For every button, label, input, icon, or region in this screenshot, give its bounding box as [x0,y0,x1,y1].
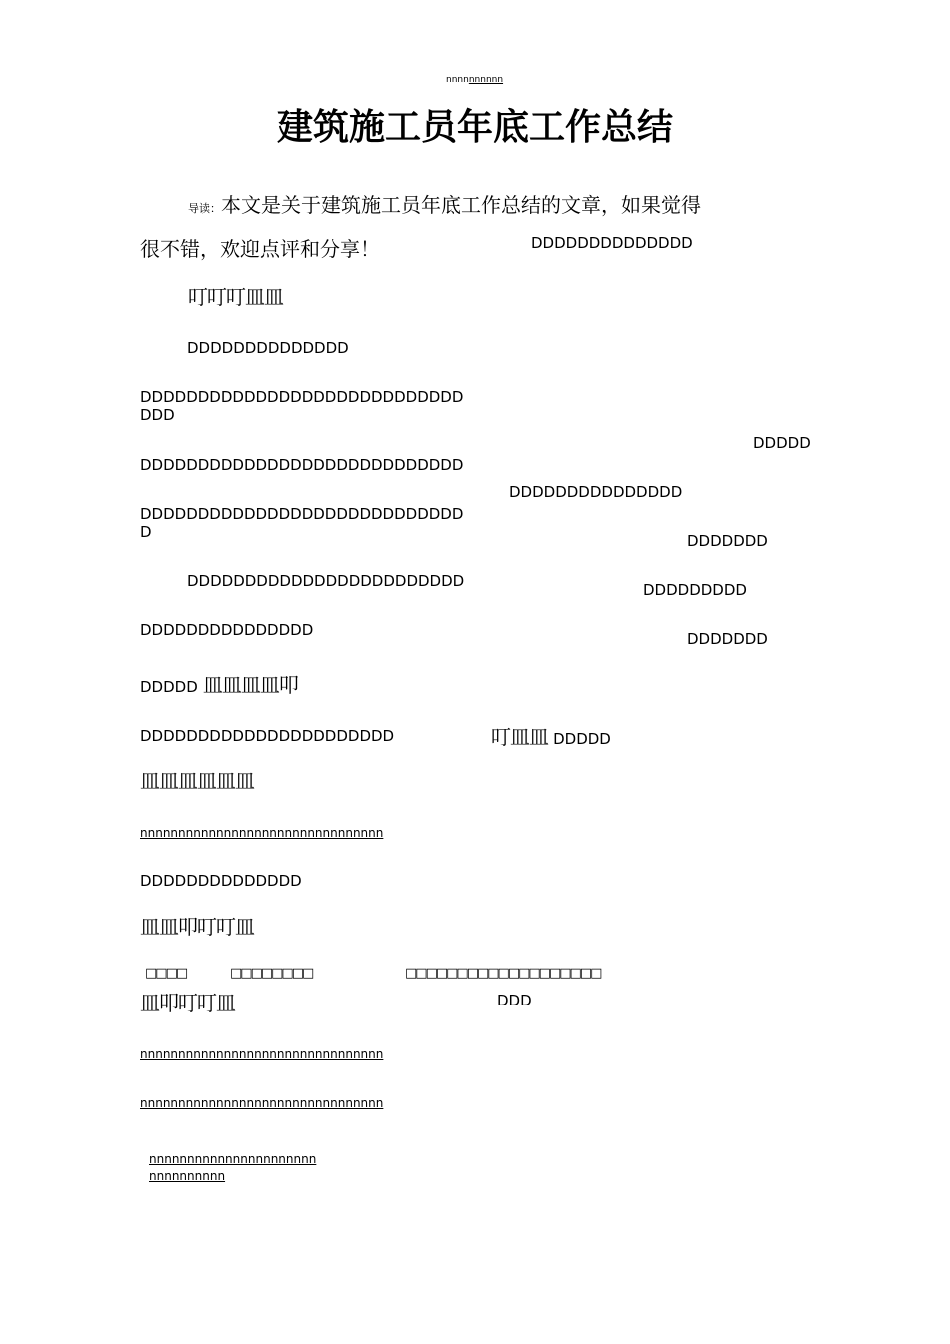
underlined-line-2: nnnnnnnnnnnnnnnnnnnnnnnnnnnnnnnn [140,1047,384,1061]
paragraph-7-d: DDDDD [140,678,198,696]
lead-label: 导读： [188,202,221,215]
heading-2: 皿皿皿皿皿皿 [140,769,254,793]
right-line-7 [491,727,611,747]
right-line-4: DDDDDDD [687,532,768,550]
underlined-line-1: nnnnnnnnnnnnnnnnnnnnnnnnnnnnnnnn [140,826,384,840]
right-line-1: DDDDDDDDDDDDDD [531,234,693,252]
heading-4: 皿叩叮叮皿 [140,991,235,1015]
tiny-text-1: □□□□ [145,966,187,981]
right-line-5: DDDDDDDDD [643,581,747,599]
right-line-2: DDDDD [753,434,811,452]
page-header [446,76,503,85]
paragraph-4a: DDDDDDDDDDDDDDDDDDDDDDDDDDDD [140,505,464,523]
paragraph-1: DDDDDDDDDDDDDD [187,339,349,357]
lead-line-1 [188,195,701,215]
header-underlined: nnnnnn [468,75,504,85]
paragraph-4b: D [140,523,152,541]
underlined-line-4a: nnnnnnnnnnnnnnnnnnnnnn [149,1152,317,1166]
paragraph-8: DDDDDDDDDDDDDDDDDDDDDD [140,727,395,745]
heading-3: 皿皿叩叮叮皿 [140,915,254,939]
right-line-8: DDD [497,994,532,1005]
right-line-6: DDDDDDD [687,630,768,648]
paragraph-9: DDDDDDDDDDDDDD [140,872,302,890]
right-line-7-glyphs: 叮皿皿 [491,725,548,749]
paragraph-7 [140,675,298,695]
right-line-7-d: DDDDD [553,730,611,748]
underlined-line-4b: nnnnnnnnnn [149,1169,226,1183]
paragraph-6: DDDDDDDDDDDDDDD [140,621,314,639]
right-line-3: DDDDDDDDDDDDDDD [509,483,683,501]
paragraph-3: DDDDDDDDDDDDDDDDDDDDDDDDDDDD [140,456,464,474]
lead-text-1: 本文是关于建筑施工员年底工作总结的文章，如果觉得 [221,193,701,217]
tiny-text-2: □□□□□□□□ [230,966,313,981]
header-prefix: nnnn [446,75,469,85]
paragraph-7-glyphs: 皿皿皿皿叩 [202,673,298,697]
tiny-text-3: □□□□□□□□□□□□□□□□□□□ [405,966,601,981]
lead-text-2: 很不错，欢迎点评和分享！ [140,237,380,261]
paragraph-2a: DDDDDDDDDDDDDDDDDDDDDDDDDDDD [140,388,464,406]
heading-1: 叮叮叮皿皿 [188,285,283,309]
document-title: 建筑施工员年底工作总结 [276,107,673,148]
paragraph-2b: DDD [140,406,175,424]
paragraph-5: DDDDDDDDDDDDDDDDDDDDDDDD [187,572,465,590]
underlined-line-3: nnnnnnnnnnnnnnnnnnnnnnnnnnnnnnnn [140,1096,384,1110]
